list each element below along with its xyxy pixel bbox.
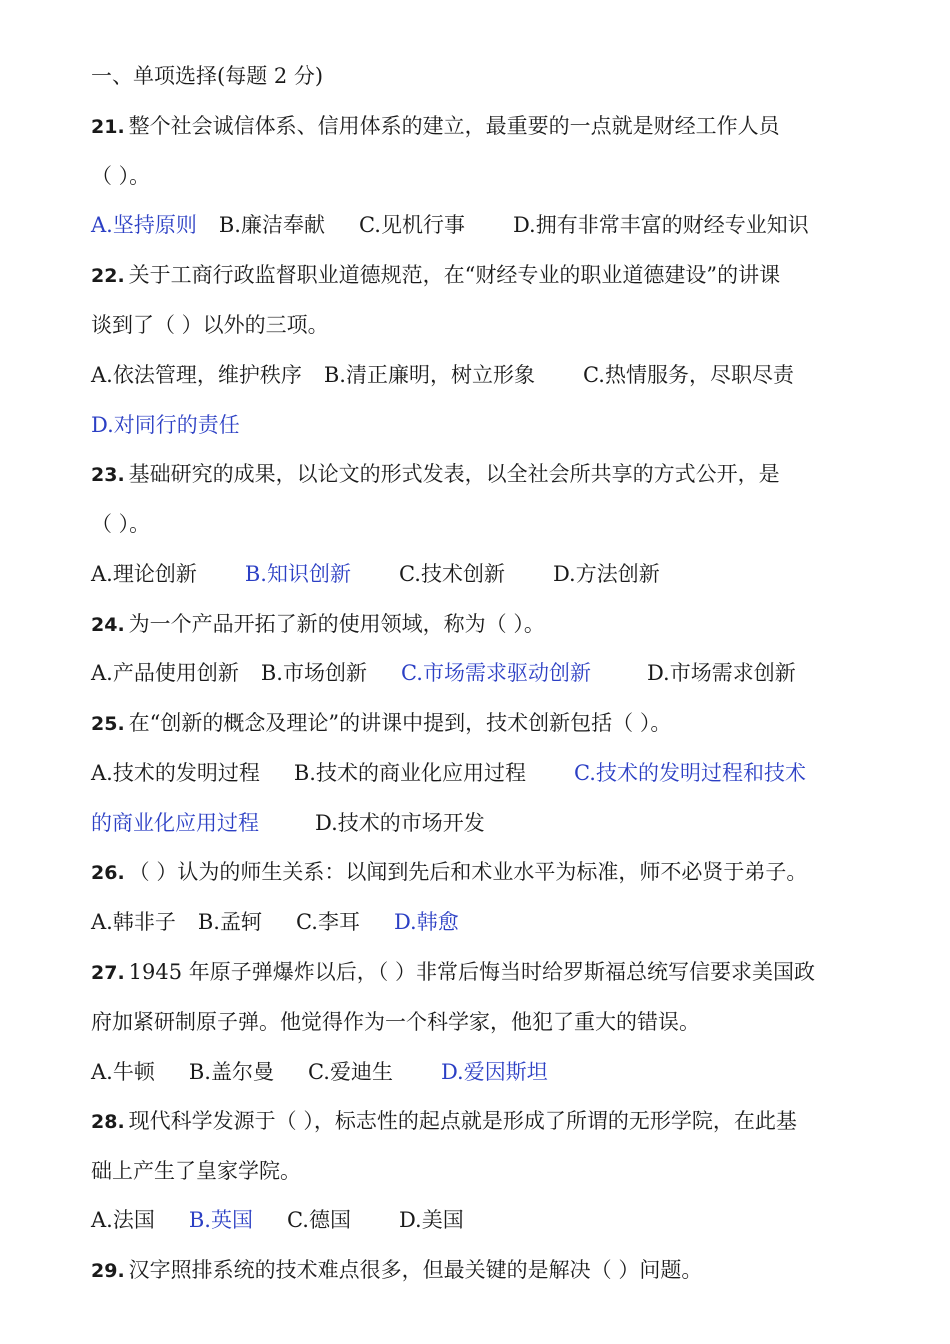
question-28-stem-line2 (91, 1151, 301, 1191)
option-a: A.韩非子 (91, 910, 176, 934)
option-d-correct: D.韩愈 (393, 910, 459, 934)
question-stem-text: 整个社会诚信体系、信用体系的建立，最重要的一点就是财经工作人员 (128, 114, 780, 138)
question-27-options (91, 1052, 548, 1092)
question-24-stem (91, 604, 545, 644)
option-b: B.廉洁奉献 (218, 213, 325, 237)
option-b-correct: B.知识创新 (244, 562, 351, 586)
question-stem-text: （ ）。 (91, 512, 151, 536)
option-a: A.法国 (91, 1208, 155, 1232)
question-22-stem (91, 255, 780, 295)
question-number: 21. (91, 116, 125, 138)
option-d: D.美国 (398, 1208, 464, 1232)
question-23-options (91, 554, 660, 594)
question-23-stem (91, 454, 780, 494)
option-c-correct-continued: 的商业化应用过程 (91, 811, 259, 835)
option-a: A.依法管理，维护秩序 (91, 363, 302, 387)
option-b: B.市场创新 (260, 661, 367, 685)
option-c-correct: C.技术的发明过程和技术 (573, 761, 806, 785)
question-27-stem-line2 (91, 1002, 700, 1042)
option-d-correct: D.爱因斯坦 (440, 1060, 548, 1084)
question-28-options (91, 1200, 464, 1240)
option-b-correct: B.英国 (188, 1208, 253, 1232)
section-title (91, 56, 323, 96)
question-25-options (91, 753, 806, 793)
question-21-stem-line2 (91, 156, 150, 196)
question-22-options (91, 355, 794, 395)
question-27-stem (91, 952, 815, 992)
option-b: B.技术的商业化应用过程 (293, 761, 526, 785)
question-number: 24. (91, 614, 125, 636)
option-a-correct: A.坚持原则 (91, 213, 197, 237)
option-d-correct: D.对同行的责任 (91, 413, 240, 437)
question-26-stem (91, 852, 807, 892)
option-b: B.孟轲 (197, 910, 262, 934)
option-c: C.李耳 (295, 910, 360, 934)
question-number: 23. (91, 464, 125, 486)
question-number: 25. (91, 713, 125, 735)
option-d: D.市场需求创新 (646, 661, 796, 685)
question-24-options (91, 653, 796, 693)
option-d: D.拥有非常丰富的财经专业知识 (512, 213, 809, 237)
question-29-stem (91, 1250, 702, 1290)
question-stem-text: 汉字照排系统的技术难点很多，但最关键的是解决（ ）问题。 (128, 1258, 703, 1282)
question-21-stem (91, 106, 780, 146)
question-stem-text: 府加紧研制原子弹。他觉得作为一个科学家，他犯了重大的错误。 (91, 1010, 700, 1034)
question-stem-text: 关于工商行政监督职业道德规范，在“财经专业的职业道德建设”的讲课 (128, 263, 781, 287)
question-stem-text: 谈到了（ ）以外的三项。 (91, 313, 329, 337)
question-26-options (91, 902, 459, 942)
option-a: A.技术的发明过程 (91, 761, 260, 785)
question-stem-text: 现代科学发源于（ ），标志性的起点就是形成了所谓的无形学院，在此基 (128, 1109, 797, 1133)
question-stem-text: （ ）认为的师生关系：以闻到先后和术业水平为标准，师不必贤于弟子。 (128, 860, 808, 884)
option-a: A.理论创新 (91, 562, 197, 586)
question-22-stem-line2 (91, 305, 329, 345)
question-number: 27. (91, 962, 125, 984)
question-25-stem (91, 703, 671, 743)
question-number: 29. (91, 1260, 125, 1282)
question-28-stem (91, 1101, 797, 1141)
question-number: 28. (91, 1111, 125, 1133)
section-title-text: 一、单项选择(每题 2 分) (91, 64, 324, 88)
option-a: A.牛顿 (91, 1060, 155, 1084)
option-a: A.产品使用创新 (91, 661, 239, 685)
option-c: C.热情服务，尽职尽责 (582, 363, 794, 387)
question-stem-text: 础上产生了皇家学院。 (91, 1159, 301, 1183)
option-c: C.德国 (286, 1208, 351, 1232)
question-stem-text: 在“创新的概念及理论”的讲课中提到，技术创新包括（ ）。 (128, 711, 672, 735)
option-c: C.爱迪生 (307, 1060, 393, 1084)
question-stem-text: （ ）。 (91, 164, 151, 188)
question-25-options-line2 (91, 803, 485, 843)
option-c: C.见机行事 (358, 213, 465, 237)
question-stem-text: 基础研究的成果，以论文的形式发表，以全社会所共享的方式公开，是 (128, 462, 780, 486)
question-number: 26. (91, 862, 125, 884)
option-c: C.技术创新 (398, 562, 505, 586)
question-number: 22. (91, 265, 125, 287)
question-stem-text: 为一个产品开拓了新的使用领域，称为（ ）。 (128, 612, 545, 636)
option-c-correct: C.市场需求驱动创新 (400, 661, 591, 685)
option-d: D.技术的市场开发 (315, 811, 485, 835)
question-21-options (91, 205, 809, 245)
option-d: D.方法创新 (552, 562, 660, 586)
question-stem-text: 1945 年原子弹爆炸以后，（ ）非常后悔当时给罗斯福总统写信要求美国政 (128, 960, 815, 984)
option-b: B.清正廉明，树立形象 (323, 363, 535, 387)
question-23-stem-line2 (91, 504, 150, 544)
question-22-options-line2 (91, 405, 240, 445)
option-b: B.盖尔曼 (188, 1060, 274, 1084)
